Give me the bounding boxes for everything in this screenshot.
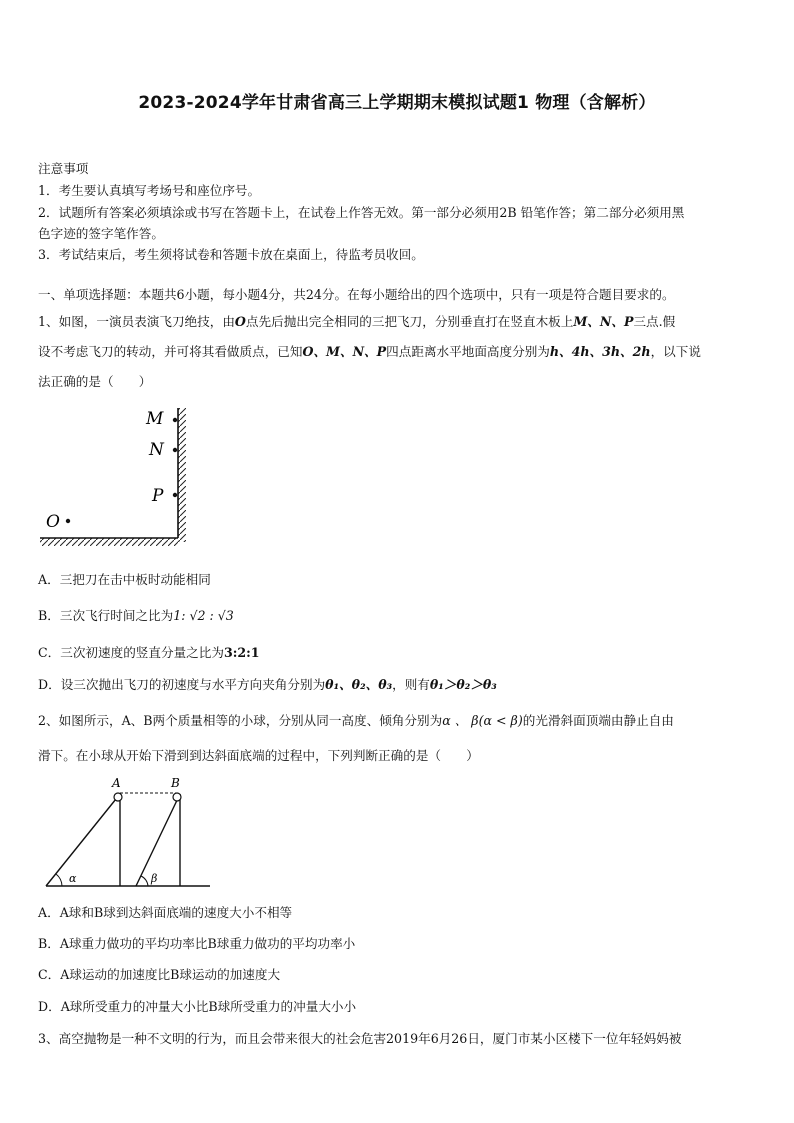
q1-figure: [36, 402, 206, 552]
point-m: [173, 418, 177, 422]
q2-stem-line-2: 滑下。在小球从开始下滑到到达斜面底端的过程中，下列判断正确的是（ ）: [38, 748, 479, 763]
angle-alpha-arc: [56, 874, 62, 886]
q2-option-a: A．A球和B球到达斜面底端的速度大小不相等: [38, 905, 293, 920]
q1-stem-line-2: [38, 344, 701, 360]
q1-stem-text: ，以下说: [650, 344, 701, 359]
q2-option-d: D．A球所受重力的冲量大小比B球所受重力的冲量大小小: [38, 999, 357, 1014]
q1-stem-line-1: [38, 314, 675, 330]
q1-point-o: O: [234, 314, 246, 329]
notice-item-3: 3．考试结束后，考生须将试卷和答题卡放在桌面上，待监考员收回。: [38, 247, 424, 262]
q2-stem-text: 的光滑斜面顶端由静止自由: [522, 713, 674, 728]
q1-stem-line-3: 法正确的是（ ）: [38, 374, 152, 389]
label-n: N: [149, 440, 164, 460]
q2-stem-line-1: [38, 713, 674, 729]
q1-option-c-math: 3:2:1: [223, 645, 260, 660]
q1-stem-text: 点先后抛出完全相同的三把飞刀，分别垂直打在竖直木板上: [245, 314, 574, 329]
q1-option-c: [38, 645, 260, 661]
ball-a: [114, 793, 122, 801]
q1-stem-text: 四点距离水平地面高度分别为: [386, 344, 550, 359]
q1-option-a: A．三把刀在击中板时动能相同: [38, 572, 211, 587]
ball-b: [173, 793, 181, 801]
q1-option-d: [38, 677, 497, 693]
q1-points-omnp: O、M、N、P: [302, 344, 387, 359]
q1-option-d-angles: θ₁、θ₂、θ₃: [325, 677, 393, 692]
notice-item-2-cont: 色字迹的签字笔作答。: [38, 226, 164, 241]
point-p: [173, 493, 177, 497]
q1-option-b-text: B．三次飞行时间之比为: [38, 608, 174, 623]
q1-option-b: [38, 608, 234, 624]
notice-item-1: 1．考生要认真填写考场号和座位序号。: [38, 183, 261, 198]
page-title: 2023-2024学年甘肃省高三上学期期末模拟试题1 物理（含解析）: [138, 93, 656, 113]
wall-hatch: [178, 408, 186, 542]
label-beta: β: [151, 872, 158, 885]
q2-angles: α 、 β(α < β): [442, 713, 523, 728]
q2-figure: [40, 772, 215, 892]
q1-heights: h、4h、3h、2h: [549, 344, 651, 359]
point-n: [173, 448, 177, 452]
label-o: O: [46, 512, 60, 532]
incline-b: [136, 794, 180, 886]
q1-stem-text: 三点.假: [633, 314, 676, 329]
incline-a: [46, 794, 120, 886]
point-o: [66, 519, 70, 523]
q1-option-c-text: C．三次初速度的竖直分量之比为: [38, 645, 224, 660]
q1-option-b-math: 1: √2 : √3: [173, 608, 234, 623]
ground-hatch: [40, 538, 178, 546]
angle-beta-arc: [141, 876, 148, 886]
label-p: P: [152, 486, 164, 506]
notice-heading: 注意事项: [38, 161, 89, 176]
q3-stem-line-1: 3、高空抛物是一种不文明的行为，而且会带来很大的社会危害2019年6月26日，厦门市某小区楼下一位年轻妈妈被: [38, 1031, 682, 1046]
label-b: B: [171, 776, 180, 790]
notice-item-2: 2．试题所有答案必须填涂或书写在答题卡上，在试卷上作答无效。第一部分必须用2B 铅笔作答；第二部分必须用黑: [38, 205, 685, 220]
q1-option-d-relation: θ₁＞θ₂＞θ₃: [429, 677, 497, 692]
q1-stem-text: 1、如图，一演员表演飞刀绝技，由: [38, 314, 235, 329]
q2-stem-text: 2、如图所示，A、B两个质量相等的小球，分别从同一高度、倾角分别为: [38, 713, 443, 728]
label-alpha: α: [69, 872, 77, 885]
q2-option-b: B．A球重力做功的平均功率比B球重力做功的平均功率小: [38, 936, 356, 951]
q1-option-d-text: ，则有: [392, 677, 430, 692]
q1-points-mnp: M、N、P: [573, 314, 634, 329]
q1-stem-text: 设不考虑飞刀的转动，并可将其看做质点，已知: [38, 344, 303, 359]
q2-option-c: C．A球运动的加速度比B球运动的加速度大: [38, 967, 281, 982]
label-m: M: [146, 409, 164, 429]
section-heading: 一、单项选择题：本题共6小题，每小题4分，共24分。在每小题给出的四个选项中，只有一项是符合题目要求的。: [38, 287, 675, 302]
label-a: A: [112, 776, 121, 790]
q1-option-d-text: D．设三次抛出飞刀的初速度与水平方向夹角分别为: [38, 677, 326, 692]
